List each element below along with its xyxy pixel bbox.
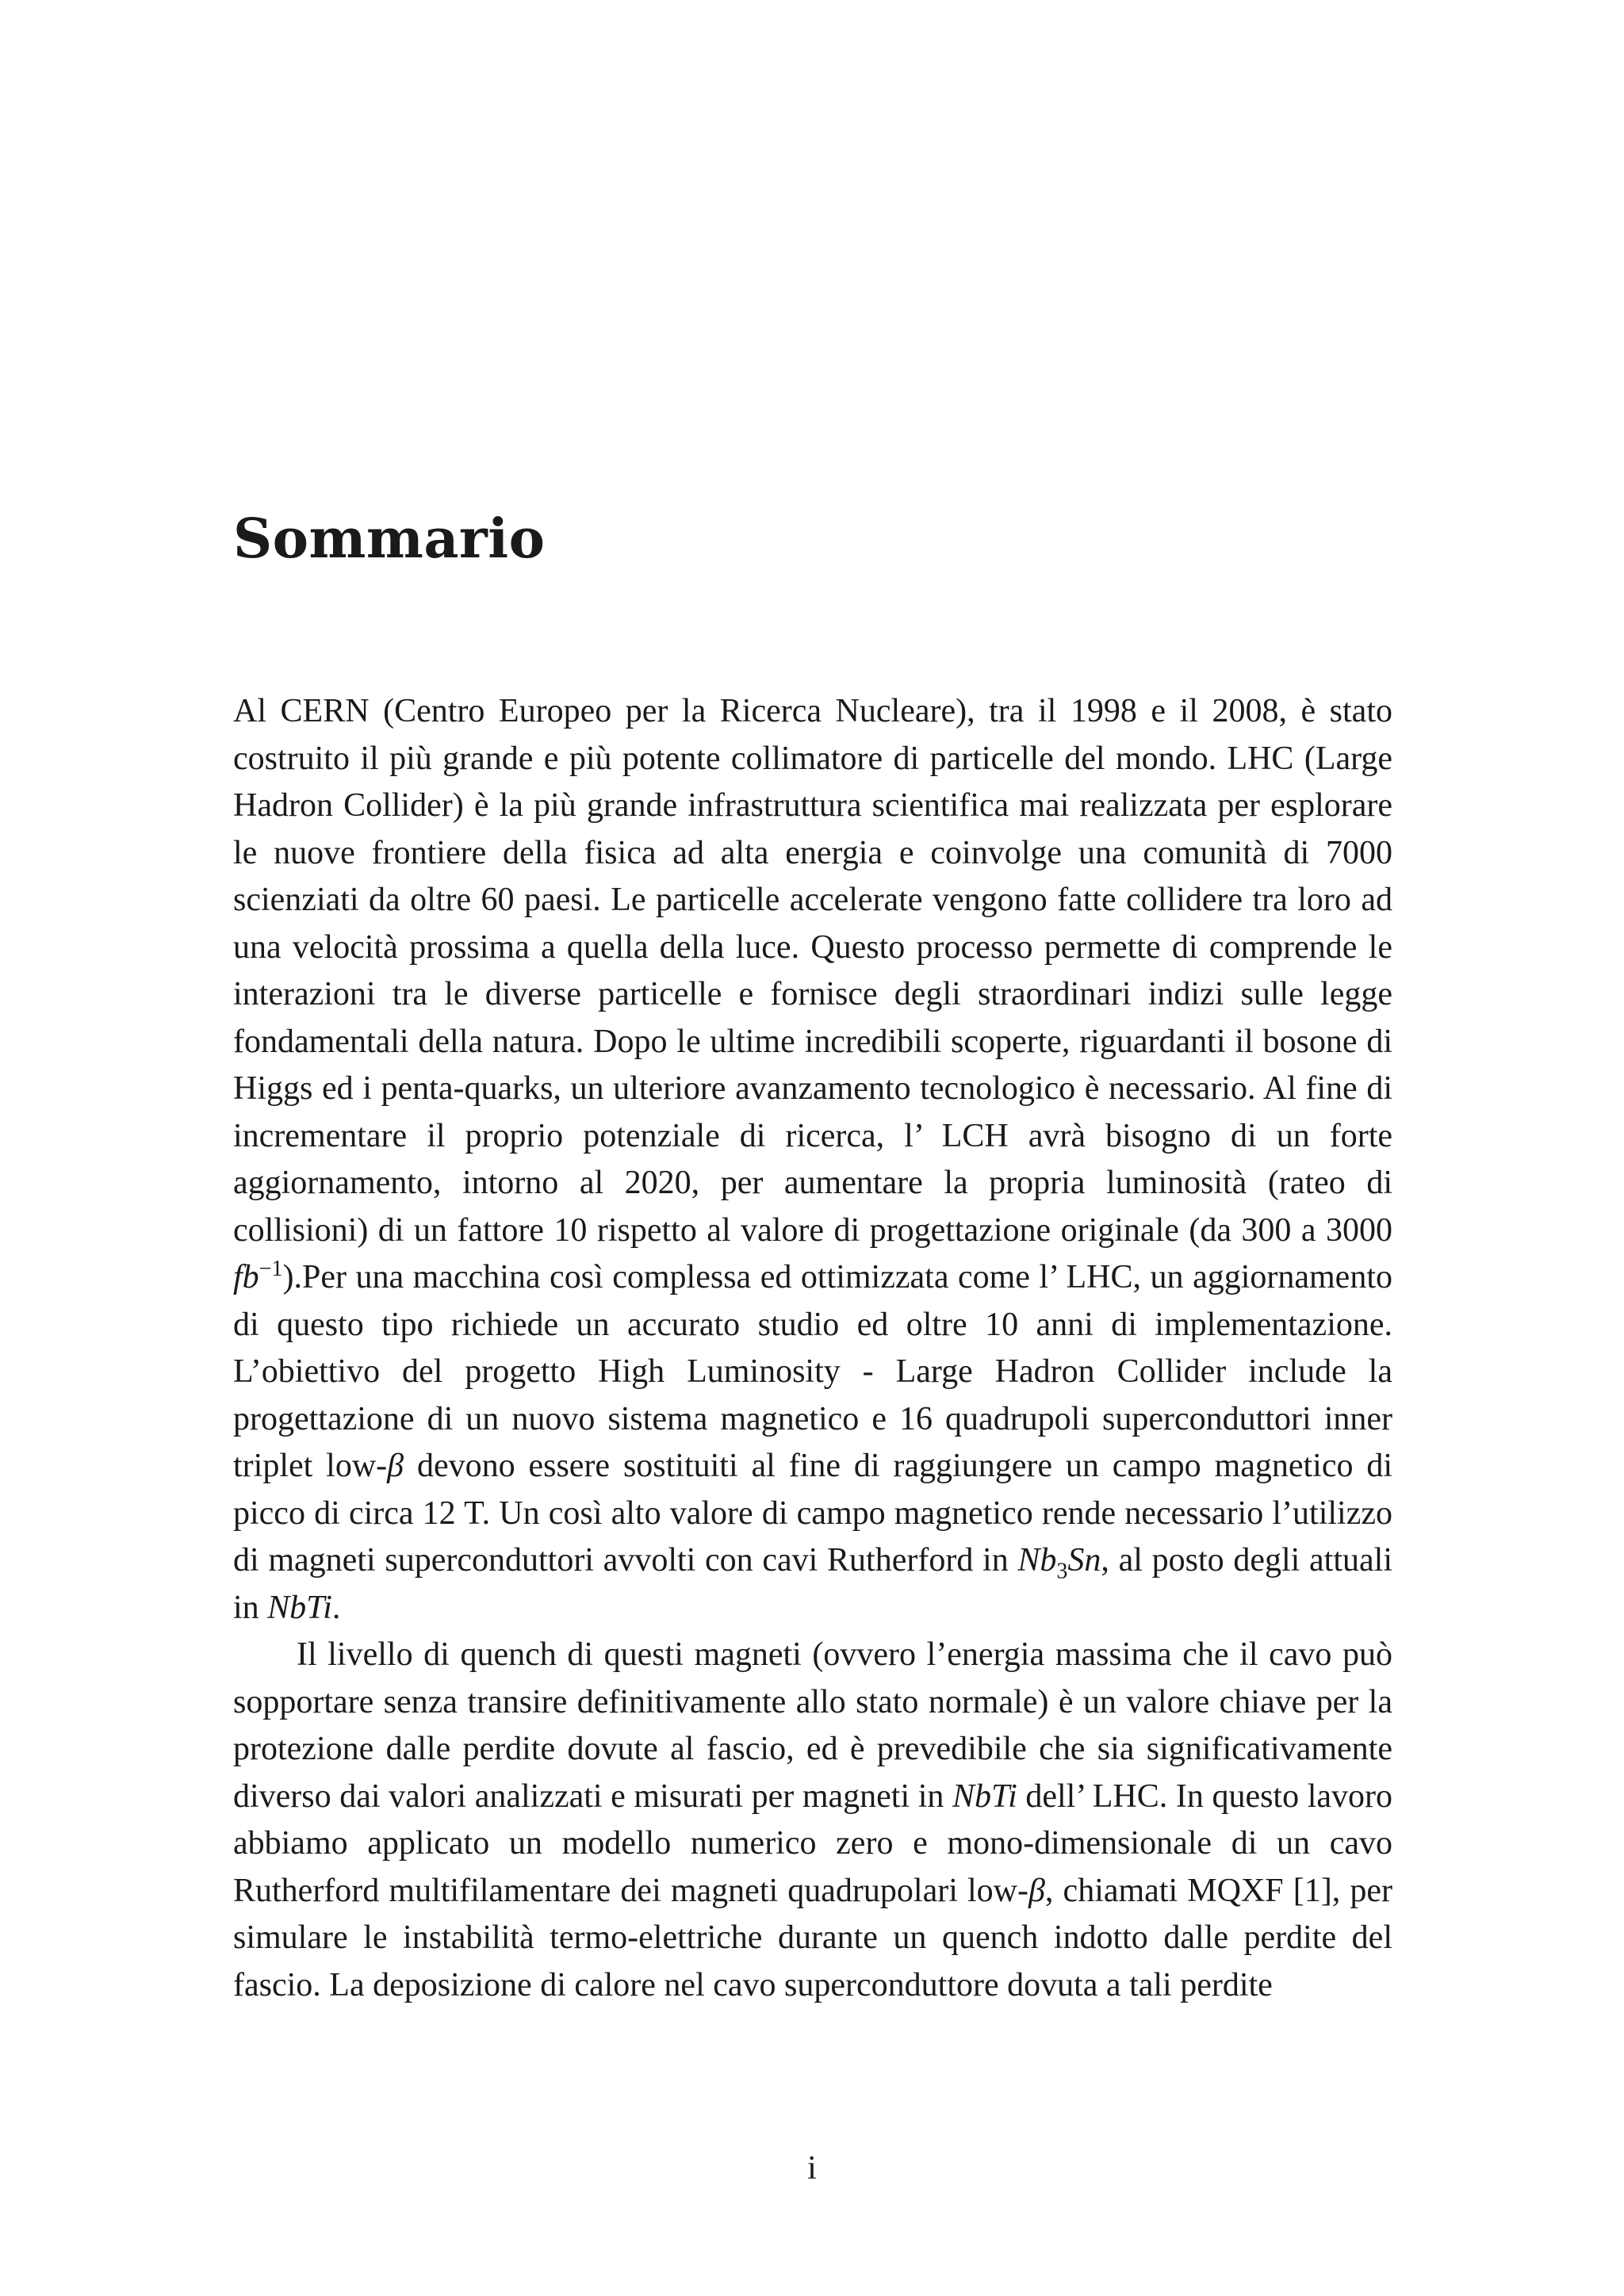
math-nb-subscript: 3 (1056, 1559, 1068, 1584)
math-fb-exponent: −1 (259, 1257, 283, 1281)
paragraph-1-text-c: devono essere sostituiti al fine di raggiungere un campo magnetico di picco di circa 12 T. Un così alto valore di campo magnetico rende necessario l’utilizzo di magneti superconduttori avvolti con cavi Rutherford in (233, 1448, 1393, 1578)
math-nbti: NbTi (267, 1589, 332, 1626)
abstract-body (233, 688, 1392, 2009)
paragraph-2-text-a: Il livello di quench di questi magneti (ovvero l’energia massima che il cavo può sopportare senza transire definitivamente allo stato normale) è un valore chiave per la protezione dalle perdite dovute al fascio, ed è prevedibile che sia significativamente diverso dai valori analizzati e misurati per magneti in (233, 1636, 1392, 1815)
paragraph-2 (233, 1632, 1392, 2009)
paragraph-1-text-a: Al CERN (Centro Europeo per la Ricerca Nucleare), tra il 1998 e il 2008, è stato costruito il più grande e più potente collimatore di particelle del mondo. LHC (Large Hadron Collider) è la più grande infrastruttura scientifica mai realizzata per esplorare le nuove frontiere della fisica ad alta energia e coinvolge una comunità di 7000 scienziati da oltre 60 paesi. Le particelle accelerate vengono fatte collidere tra loro ad una velocità prossima a quella della luce. Questo processo permette di comprende le interazioni tra le diverse particelle e fornisce degli straordinari indizi sulle legge fondamentali della natura. Dopo le ultime incredibili scoperte, riguardanti il bosone di Higgs ed i penta-quarks, un ulteriore avanzamento tecnologico è necessario. Al fine di incrementare il proprio potenziale di ricerca, l’ LCH avrà bisogno di un forte aggiornamento, intorno al 2020, per aumentare la propria luminosità (rateo di collisioni) di un fattore 10 rispetto al valore di progettazione originale (da 300 a 3000 (233, 693, 1392, 1249)
math-nb: Nb (1017, 1542, 1057, 1578)
math-sn: Sn (1067, 1542, 1101, 1578)
paragraph-1-text-b: ).Per una macchina così complessa ed ottimizzata come l’ LHC, un aggiornamento di questo tipo richiede un accurato studio ed oltre 10 anni di implementazione. L’obiettivo del progetto High Luminosity - Large Hadron Collider include la progettazione di un nuovo sistema magnetico e 16 quadrupoli superconduttori inner triplet low- (233, 1259, 1392, 1484)
math-nbti-2: NbTi (952, 1777, 1017, 1815)
math-beta: β (387, 1448, 404, 1484)
page-number: i (807, 2150, 817, 2187)
paragraph-2-text-b: dell’ LHC. In questo lavoro abbiamo applicato un modello numerico zero e mono-dimensionale di un cavo Rutherford multifilamentare dei magneti quadrupolari low- (233, 1777, 1392, 1909)
paragraph-1-text-d: , al posto degli attuali in (233, 1542, 1393, 1626)
chapter-title: Sommario (233, 507, 546, 571)
math-fb: fb (233, 1259, 259, 1295)
paragraph-2-text-c: , chiamati MQXF [1], per simulare le instabilità termo-elettriche durante un quench indotto dalle perdite del fascio. La deposizione di calore nel cavo superconduttore dovuta a tali perdite (233, 1872, 1392, 2003)
paragraph-1 (233, 688, 1392, 1632)
math-beta-2: β (1028, 1872, 1045, 1909)
paragraph-1-text-e: . (331, 1589, 341, 1626)
